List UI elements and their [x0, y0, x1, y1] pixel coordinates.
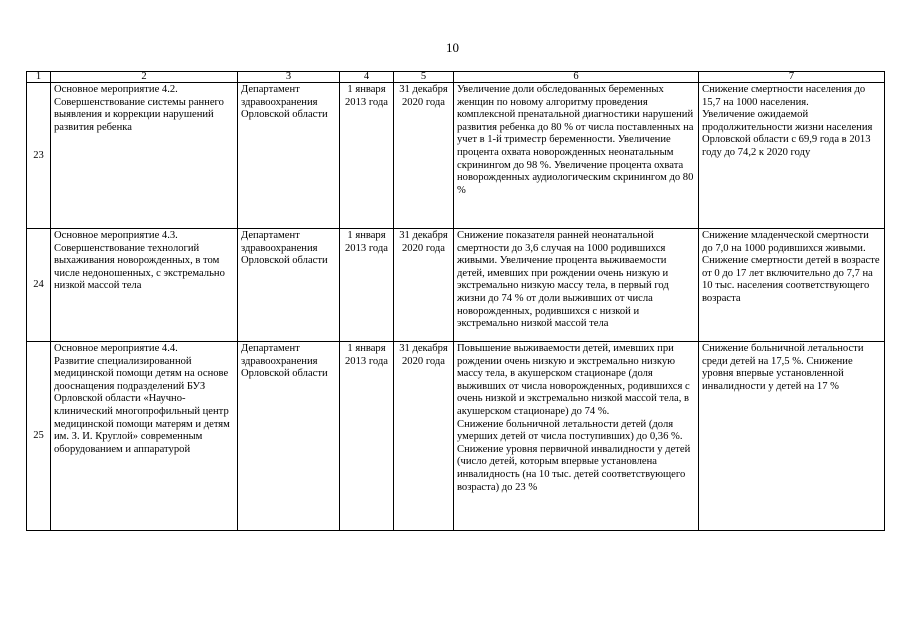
start-date-cell: 1 января 2013 года — [340, 83, 394, 229]
results-cell: Снижение показателя ранней неонатальной смертности до 3,6 случая на 1000 родившихся живыми. Увеличение процента выживаемости детей, имевших при рождении очень низкую и экстремально низкую массу тела, в первый год жизни до 74 % от доли выживших от числа новорожденных, родившихся с низкой и экстремально низкой массой тела — [454, 229, 699, 342]
table-row — [27, 342, 885, 531]
start-date-cell: 1 января 2013 года — [340, 342, 394, 531]
indicators-cell: Снижение младенческой смертности до 7,0 на 1000 родившихся живыми. Снижение смертности детей в возрасте от 0 до 17 лет включительно до 7,7 на 10 тыс. населения соответствующего возраста — [699, 229, 885, 342]
end-date-cell: 31 декабря 2020 года — [394, 229, 454, 342]
executor-cell: Департамент здравоохранения Орловской области — [238, 83, 340, 229]
row-number: 24 — [27, 229, 51, 342]
page-number: 10 — [446, 40, 459, 55]
executor-cell: Департамент здравоохранения Орловской области — [238, 229, 340, 342]
table-row — [27, 83, 885, 229]
table-row — [27, 229, 885, 342]
column-number: 3 — [238, 72, 340, 83]
results-cell: Увеличение доли обследованных беременных женщин по новому алгоритму проведения комплексной пренатальной диагностики нарушений развития ребенка до 80 % от числа поставленных на учет в 1-й триместр беременности. Увеличение процента охвата новорожденных неонатальным скринингом до 98 %. Увеличение процента охвата новорожденных аудиологическим скринингом до 80 % — [454, 83, 699, 229]
column-number: 2 — [51, 72, 238, 83]
column-number: 5 — [394, 72, 454, 83]
executor-cell: Департамент здравоохранения Орловской области — [238, 342, 340, 531]
column-number: 4 — [340, 72, 394, 83]
activity-cell: Основное мероприятие 4.4. Развитие специализированной медицинской помощи детям на основе дооснащения подразделений БУЗ Орловской области «Научно-клинический многопрофильный центр медицинской помощи матерям и детям им. З. И. Круглой» современным оборудованием и аппаратурой — [51, 342, 238, 531]
indicators-cell: Снижение больничной летальности среди детей на 17,5 %. Снижение уровня впервые установленной инвалидности у детей на 17 % — [699, 342, 885, 531]
end-date-cell: 31 декабря 2020 года — [394, 83, 454, 229]
activity-cell: Основное мероприятие 4.3. Совершенствование технологий выхаживания новорожденных, в том числе недоношенных, с экстремально низкой массой тела — [51, 229, 238, 342]
row-number: 25 — [27, 342, 51, 531]
end-date-cell: 31 декабря 2020 года — [394, 342, 454, 531]
column-number: 6 — [454, 72, 699, 83]
row-number: 23 — [27, 83, 51, 229]
results-cell: Повышение выживаемости детей, имевших при рождении очень низкую и экстремально низкую массу тела, в акушерском стационаре (доля выживших от числа новорожденных, родившихся с очень низкой и экстремально низкой массой тела, в акушерском стационаре) до 74 %. Снижение больничной летальности детей (доля умерших детей от числа поступивших) до 0,36 %. Снижение уровня первичной инвалидности у детей (число детей, которым впервые установлена инвалидность (на 10 тыс. детей соответствующего возраста) до 23 % — [454, 342, 699, 531]
indicators-cell: Снижение смертности населения до 15,7 на 1000 населения. Увеличение ожидаемой продолжительности жизни населения Орловской области с 69,9 года в 2013 году до 74,2 к 2020 году — [699, 83, 885, 229]
column-number: 1 — [27, 72, 51, 83]
column-number: 7 — [699, 72, 885, 83]
column-number-row — [27, 72, 885, 83]
start-date-cell: 1 января 2013 года — [340, 229, 394, 342]
activity-cell: Основное мероприятие 4.2. Совершенствование системы раннего выявления и коррекции нарушений развития ребенка — [51, 83, 238, 229]
program-table — [26, 71, 885, 531]
